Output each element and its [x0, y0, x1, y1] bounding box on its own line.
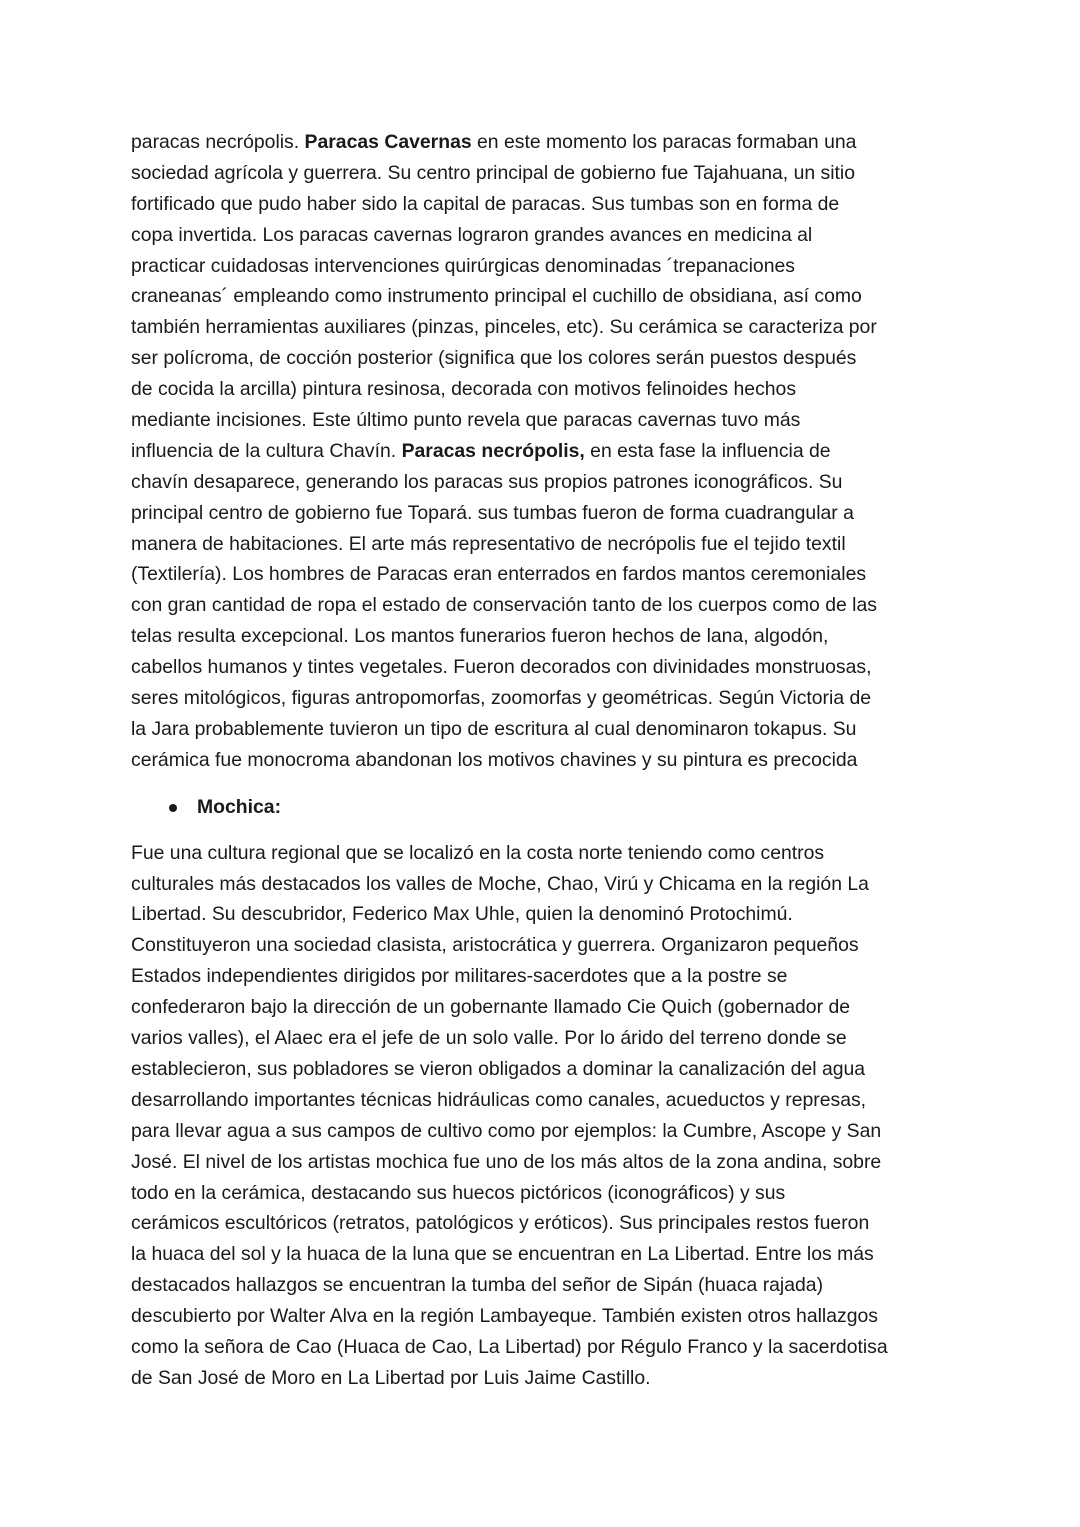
- text-run: destacados hallazgos se encuentran la tumba del señor de Sipán (huaca rajada): [131, 1274, 824, 1297]
- text-run: para llevar agua a sus campos de cultivo como por ejemplos: la Cumbre, Ascope y San: [131, 1119, 882, 1142]
- text-line: [131, 559, 953, 590]
- text-line: [131, 683, 953, 714]
- text-line: [131, 621, 953, 652]
- text-run: telas resulta excepcional. Los mantos funerarios fueron hechos de lana, algodón,: [131, 625, 829, 648]
- text-line: [131, 1363, 953, 1394]
- text-run: la Jara probablemente tuvieron un tipo de escritura al cual denominaron tokapus. Su: [131, 717, 857, 740]
- text-line: [131, 529, 953, 560]
- text-line: [131, 436, 953, 467]
- text-run: Libertad. Su descubridor, Federico Max Uhle, quien la denominó Protochimú.: [131, 903, 793, 926]
- text-line: [131, 374, 953, 405]
- mochica-paragraph: [131, 838, 953, 1394]
- text-run: practicar cuidadosas intervenciones quirúrgicas denominadas ´trepanaciones: [131, 254, 795, 277]
- text-run: Constituyeron una sociedad clasista, aristocrática y guerrera. Organizaron pequeños: [131, 934, 859, 957]
- text-line: [131, 899, 953, 930]
- text-run: desarrollando importantes técnicas hidráulicas como canales, acueductos y represas,: [131, 1088, 867, 1111]
- text-line: [131, 1085, 953, 1116]
- text-line: [131, 405, 953, 436]
- text-line: [131, 1301, 953, 1332]
- text-run: Estados independientes dirigidos por militares-sacerdotes que a la postre se: [131, 965, 788, 988]
- text-run: manera de habitaciones. El arte más representativo de necrópolis fue el tejido textil: [131, 532, 846, 555]
- text-run: fortificado que pudo haber sido la capital de paracas. Sus tumbas son en forma de: [131, 192, 840, 215]
- text-run: seres mitológicos, figuras antropomorfas, zoomorfas y geométricas. Según Victoria de: [131, 687, 872, 710]
- text-run: copa invertida. Los paracas cavernas lograron grandes avances en medicina al: [131, 223, 813, 246]
- text-run: craneanas´ empleando como instrumento principal el cuchillo de obsidiana, así como: [131, 285, 862, 308]
- bold-term: Paracas Cavernas: [304, 131, 472, 153]
- text-line: [131, 467, 953, 498]
- text-line: [131, 1147, 953, 1178]
- text-run: cabellos humanos y tintes vegetales. Fueron decorados con divinidades monstruosas,: [131, 656, 872, 679]
- text-run: todo en la cerámica, destacando sus huecos pictóricos (iconográficos) y sus: [131, 1181, 786, 1204]
- text-run: mediante incisiones. Este último punto revela que paracas cavernas tuvo más: [131, 409, 801, 432]
- text-run: de cocida la arcilla) pintura resinosa, decorada con motivos felinoides hechos: [131, 378, 797, 401]
- text-run: confederaron bajo la dirección de un gobernante llamado Cie Quich (gobernador de: [131, 996, 851, 1019]
- bullet-icon: [169, 804, 177, 812]
- text-line: [131, 312, 953, 343]
- text-line: [131, 869, 953, 900]
- text-run: culturales más destacados los valles de Moche, Chao, Virú y Chicama en la región La: [131, 872, 869, 895]
- text-run: cerámicos escultóricos (retratos, patológicos y eróticos). Sus principales restos fueron: [131, 1212, 870, 1235]
- document-page: [131, 127, 953, 1394]
- text-line: [131, 714, 953, 745]
- text-run: Fue una cultura regional que se localizó en la costa norte teniendo como centros: [131, 841, 825, 864]
- text-run: sociedad agrícola y guerrera. Su centro principal de gobierno fue Tajahuana, un sitio: [131, 161, 856, 184]
- text-run: varios valles), el Alaec era el jefe de un solo valle. Por lo árido del terreno donde se: [131, 1027, 847, 1050]
- mochica-heading: Mochica:: [197, 795, 282, 818]
- text-line: [131, 1116, 953, 1147]
- text-line: [131, 1054, 953, 1085]
- text-line: [131, 1178, 953, 1209]
- text-run: ser polícroma, de cocción posterior (significa que los colores serán puestos después: [131, 347, 857, 370]
- text-line: [131, 1239, 953, 1270]
- text-line: [131, 158, 953, 189]
- text-run: como la señora de Cao (Huaca de Cao, La Libertad) por Régulo Franco y la sacerdotisa: [131, 1335, 888, 1358]
- text-line: [131, 930, 953, 961]
- text-line: [131, 838, 953, 869]
- text-run: José. El nivel de los artistas mochica fue uno de los más altos de la zona andina, sobre: [131, 1150, 882, 1173]
- text-run: establecieron, sus pobladores se vieron obligados a dominar la canalización del agua: [131, 1057, 866, 1080]
- text-run: principal centro de gobierno fue Topará. sus tumbas fueron de forma cuadrangular a: [131, 501, 854, 524]
- text-run: de San José de Moro en La Libertad por Luis Jaime Castillo.: [131, 1366, 651, 1389]
- text-run: influencia de la cultura Chavín.: [131, 439, 402, 462]
- paracas-paragraph: [131, 127, 953, 776]
- text-run: (Textilería). Los hombres de Paracas eran enterrados en fardos mantos ceremoniales: [131, 563, 867, 586]
- mochica-list-item: [131, 792, 953, 822]
- text-run: paracas necrópolis.: [131, 131, 305, 153]
- text-line: [131, 1208, 953, 1239]
- text-line: [131, 590, 953, 621]
- text-run: descubierto por Walter Alva en la región Lambayeque. También existen otros hallazgos: [131, 1305, 878, 1328]
- text-line: [131, 1270, 953, 1301]
- text-run: chavín desaparece, generando los paracas sus propios patrones iconográficos. Su: [131, 470, 843, 493]
- text-run: también herramientas auxiliares (pinzas, pinceles, etc). Su cerámica se caracteriza por: [131, 316, 877, 339]
- text-line: [131, 281, 953, 312]
- text-line: [131, 343, 953, 374]
- text-run: con gran cantidad de ropa el estado de conservación tanto de los cuerpos como de las: [131, 594, 877, 617]
- text-run: la huaca del sol y la huaca de la luna que se encuentran en La Libertad. Entre los más: [131, 1243, 874, 1266]
- text-line: [131, 1023, 953, 1054]
- text-run: en este momento los paracas formaban una: [471, 131, 857, 153]
- text-line: [131, 220, 953, 251]
- text-line: [131, 992, 953, 1023]
- text-line: [131, 498, 953, 529]
- bold-term: Paracas necrópolis,: [401, 439, 585, 462]
- text-run: cerámica fue monocroma abandonan los motivos chavines y su pintura es precocida: [131, 748, 858, 771]
- text-line: [131, 127, 953, 158]
- text-line: [131, 189, 953, 220]
- text-line: [131, 1332, 953, 1363]
- text-run: en esta fase la influencia de: [584, 439, 831, 462]
- text-line: [131, 652, 953, 683]
- text-line: [131, 745, 953, 776]
- text-line: [131, 961, 953, 992]
- text-line: [131, 251, 953, 282]
